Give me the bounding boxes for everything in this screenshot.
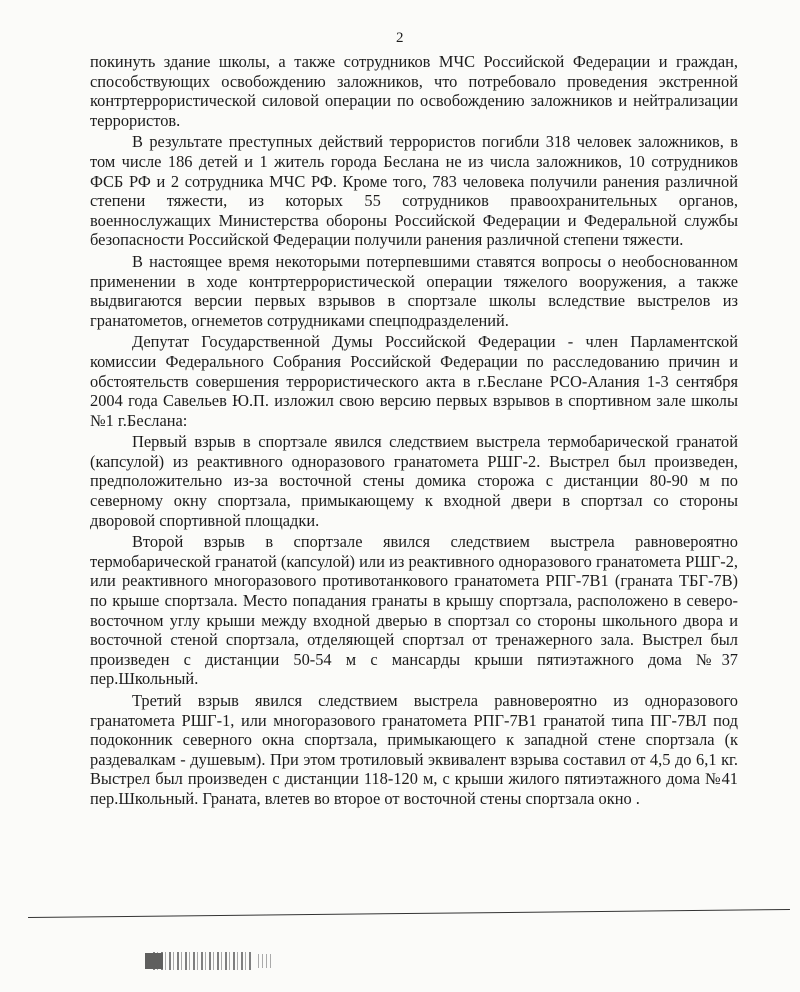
paragraph-casualties: В результате преступных действий террористов погибли 318 человек заложников, в том числе 186 детей и 1 житель города Беслана не из числа заложников, 10 сотрудников ФСБ РФ и 2 сотрудника МЧС РФ. Кроме того, 783 человека получили ранения различной степени тяжести, из которых 55 сотрудников правоохранительных органов, военнослужащих Министерства обороны Российской Федерации и Федеральной службы безопасности Российской Федерации получили ранения различной степени тяжести. [90, 132, 738, 250]
paragraph-deputy-version: Депутат Государственной Думы Российской Федерации - член Парламентской комиссии Федерального Собрания Российской Федерации по расследованию причин и обстоятельств совершения террористического акта в г.Беслане РСО-Алания 1-3 сентября 2004 года Савельев Ю.П. изложил свою версию первых взрывов в спортивном зале школы №1 г.Беслана: [90, 332, 738, 430]
paragraph-third-explosion: Третий взрыв явился следствием выстрела равновероятно из одноразового гранатомета РШГ-1, или многоразового гранатомета РПГ-7В1 гранатой типа ПГ-7ВЛ под подоконник северного окна спортзала, примыкающего к западной стене спортзала (к раздевалкам - душевым). При этом тротиловый эквивалент взрыва составил от 4,5 до 6,1 кг. Выстрел был произведен с дистанции 118-120 м, с крыши жилого пятиэтажного дома №41 пер.Школьный. Граната, влетев во второе от восточной стены спортзала окно . [90, 691, 738, 808]
paragraph-intro-continuation: покинуть здание школы, а также сотрудников МЧС Российской Федерации и граждан, способствующих освобождению заложников, что потребовало проведения экстренной контртеррористической силовой операции по освобождению заложников и нейтрализации террористов. [90, 52, 738, 130]
scan-barcode-mark [153, 952, 253, 970]
document-body [90, 52, 738, 809]
paragraph-first-explosion: Первый взрыв в спортзале явился следствием выстрела термобарической гранатой (капсулой) из реактивного одноразового гранатомета РШГ-2. Выстрел был произведен, предположительно из-за восточной стены домика сторожа с дистанции 80-90 м по северному окну спортзала, примыкающему к входной двери в спортзал со стороны дворовой спортивной площадки. [90, 432, 738, 530]
page-number: 2 [396, 30, 404, 46]
paragraph-questions: В настоящее время некоторыми потерпевшими ставятся вопросы о необоснованном применении в ходе контртеррористической операции тяжелого вооружения, а также выдвигаются версии первых взрывов в спортзале школы вследствие выстрелов из гранатометов, огнеметов сотрудниками спецподразделений. [90, 251, 738, 330]
scan-barcode-mark-secondary [258, 954, 274, 968]
paragraph-second-explosion: Второй взрыв в спортзале явился следствием выстрела равновероятно термобарической гранатой (капсулой) или из реактивного одноразового гранатомета РШГ-2, или реактивного многоразового противотанкового гранатомета РПГ-7В1 (граната ТБГ-7В) по крыше спортзала. Место попадания гранаты в крышу спортзала, расположено в северо-восточном углу крыши между входной дверью в спортзал со стороны школьного двора и восточной стеной спортзала, отделяющей спортзал от тренажерного зала. Выстрел был произведен с дистанции 50-54 м с мансарды крыши пятиэтажного дома №37 пер.Школьный. [90, 532, 738, 689]
page-cut-line [28, 909, 790, 918]
